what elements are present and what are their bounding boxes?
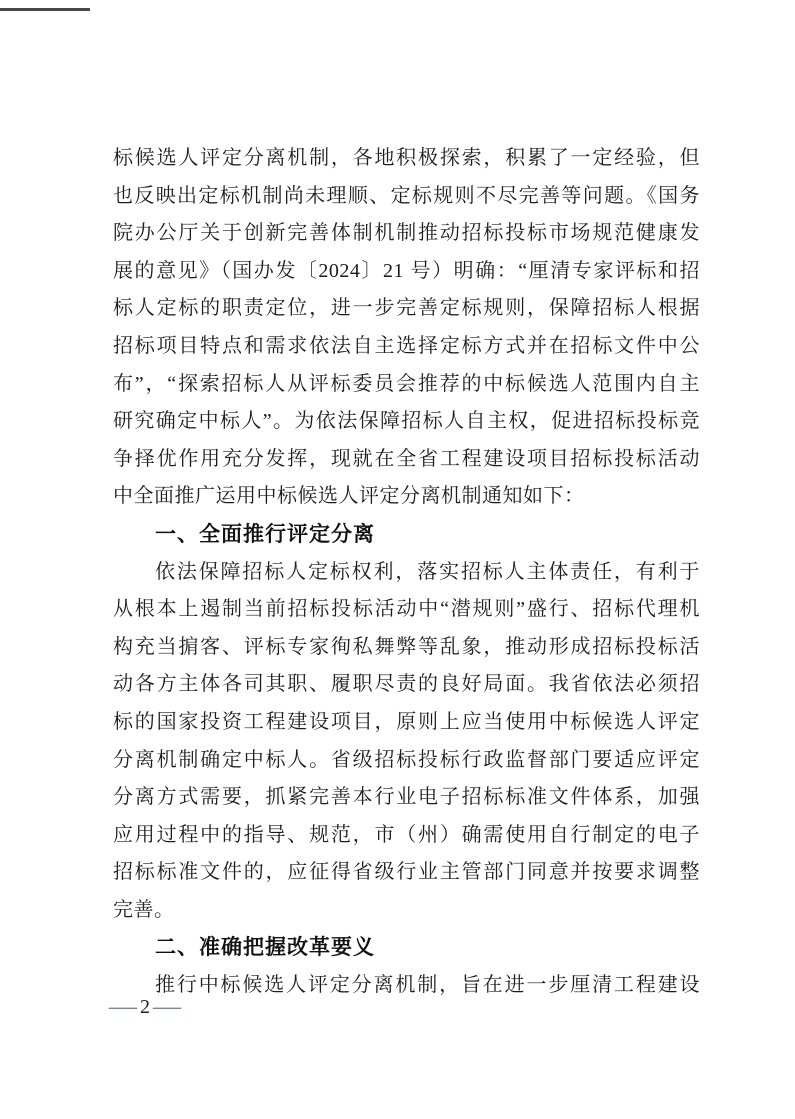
page-number-dash-right: —	[153, 996, 181, 1018]
section-heading-1: 一、全面推行评定分离	[155, 522, 375, 546]
body-line: 应用过程中的指导、规范，市（州）确需使用自行制定的电子	[113, 823, 700, 846]
body-line: 从根本上遏制当前招标投标活动中“潜规则”盛行、招标代理机	[113, 598, 700, 621]
paragraph	[113, 554, 700, 930]
body-line: 布”，“探索招标人从评标委员会推荐的中标候选人范围内自主	[113, 372, 700, 395]
body-line: 招标标准文件的，应征得省级行业主管部门同意并按要求调整	[113, 861, 700, 884]
body-line: 构充当掮客、评标专家徇私舞弊等乱象，推动形成招标投标活	[113, 635, 700, 658]
body-line: 招标项目特点和需求依法自主选择定标方式并在招标文件中公	[113, 334, 700, 357]
body-line: 也反映出定标机制尚未理顺、定标规则不尽完善等问题。《国务	[113, 184, 700, 207]
body-line: 研究确定中标人”。为依法保障招标人自主权，促进招标投标竞	[113, 410, 700, 433]
body-line: 中全面推广运用中标候选人评定分离机制通知如下：	[113, 485, 585, 508]
body-line: 推行中标候选人评定分离机制，旨在进一步厘清工程建设	[155, 974, 700, 997]
body-line: 分离方式需要，抓紧完善本行业电子招标标准文件体系，加强	[113, 786, 700, 809]
body-line: 依法保障招标人定标权利，落实招标人主体责任，有利于	[155, 560, 700, 583]
body-line: 动各方主体各司其职、履职尽责的良好局面。我省依法必须招	[113, 673, 700, 696]
page-number-value: 2	[140, 996, 150, 1018]
body-line: 标人定标的职责定位，进一步完善定标规则，保障招标人根据	[113, 297, 700, 320]
paragraph	[113, 967, 700, 1005]
body-line: 展的意见》（国办发〔2024〕21 号）明确：“厘清专家评标和招	[113, 259, 700, 282]
body-line: 争择优作用充分发挥，现就在全省工程建设项目招标投标活动	[113, 447, 700, 470]
paragraph	[113, 140, 700, 516]
body-line: 院办公厅关于创新完善体制机制推动招标投标市场规范健康发	[113, 222, 700, 245]
page-number-dash-left: —	[109, 996, 137, 1018]
scan-artifact-line	[0, 8, 90, 11]
document-text	[113, 140, 700, 1005]
body-line: 分离机制确定中标人。省级招标投标行政监督部门要适应评定	[113, 748, 700, 771]
body-line: 标候选人评定分离机制，各地积极探索，积累了一定经验，但	[113, 147, 700, 169]
body-line: 标的国家投资工程建设项目，原则上应当使用中标候选人评定	[113, 710, 700, 733]
page-number	[109, 992, 181, 1022]
section-heading-2: 二、准确把握改革要义	[155, 936, 375, 960]
body-line: 完善。	[113, 898, 175, 921]
